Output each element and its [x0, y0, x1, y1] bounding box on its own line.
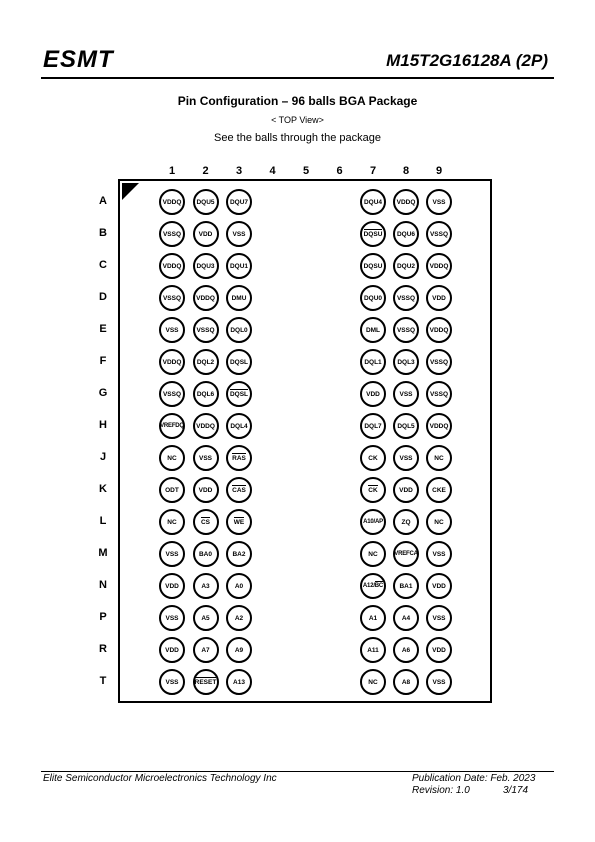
ball-label: A6: [401, 646, 411, 654]
ball-M7: [360, 541, 386, 567]
ball-G7: [360, 381, 386, 407]
column-header-5: 5: [302, 165, 310, 177]
column-header-3: 3: [235, 165, 243, 177]
ball-R7: [360, 637, 386, 663]
ball-F1: [159, 349, 185, 375]
ball-P2: [193, 605, 219, 631]
ball-label: VDD: [165, 646, 179, 654]
ball-C2: [193, 253, 219, 279]
ball-label: DQL2: [196, 358, 215, 366]
ball-label: DML: [365, 326, 381, 334]
ball-G3: [226, 381, 252, 407]
ball-G1: [159, 381, 185, 407]
ball-label: VDDQ: [196, 422, 215, 430]
ball-N1: [159, 573, 185, 599]
ball-label: VDDQ: [429, 326, 449, 334]
footer-page-number: 3/174: [503, 785, 529, 796]
ball-label: A12/: [362, 583, 375, 589]
row-header-E: E: [99, 323, 107, 335]
row-header-D: D: [99, 291, 107, 303]
ball-T9: [426, 669, 452, 695]
ball-E3: [226, 317, 252, 343]
row-header-C: C: [99, 259, 107, 271]
column-header-1: 1: [168, 165, 176, 177]
footer-company: Elite Semiconductor Microelectronics Technology Inc: [43, 773, 277, 784]
ball-T7: [360, 669, 386, 695]
ball-label: DQU7: [229, 198, 249, 206]
ball-C9: [426, 253, 452, 279]
ball-label: NC: [434, 454, 444, 462]
ball-label: VDD: [432, 646, 446, 654]
ball-L2: [193, 509, 219, 535]
view-note: See the balls through the package: [214, 132, 381, 144]
ball-J2: [193, 445, 219, 471]
ball-label: A3: [201, 582, 210, 590]
ball-R2: [193, 637, 219, 663]
ball-T3: [226, 669, 252, 695]
ball-label: CS: [200, 518, 211, 526]
ball-E1: [159, 317, 185, 343]
row-header-J: J: [99, 451, 107, 463]
ball-D9: [426, 285, 452, 311]
ball-A8: [393, 189, 419, 215]
row-header-P: P: [99, 611, 107, 623]
ball-label: VSS: [399, 390, 413, 398]
ball-M8: [393, 541, 419, 567]
ball-label: VSS: [165, 326, 179, 334]
ball-label: NC: [167, 454, 177, 462]
ball-H8: [393, 413, 419, 439]
ball-C8: [393, 253, 419, 279]
ball-label: A5: [201, 614, 210, 622]
ball-H7: [360, 413, 386, 439]
ball-T8: [393, 669, 419, 695]
ball-label: VSS: [432, 678, 446, 686]
ball-N8: [393, 573, 419, 599]
ball-label-overbar-part: BC: [374, 583, 384, 589]
ball-label: BA1: [399, 582, 413, 590]
ball-label: A10/AP: [363, 519, 383, 525]
ball-label: DQU6: [396, 230, 416, 238]
ball-N7: [360, 573, 386, 599]
ball-label: DQU2: [396, 262, 416, 270]
ball-label: VDDQ: [162, 358, 182, 366]
ball-K3: [226, 477, 252, 503]
ball-F3: [226, 349, 252, 375]
ball-B1: [159, 221, 185, 247]
ball-label: VDD: [366, 390, 380, 398]
ball-label: RAS: [232, 454, 246, 462]
ball-label: DQL5: [397, 422, 415, 430]
ball-R9: [426, 637, 452, 663]
ball-H2: [193, 413, 219, 439]
ball-label: NC: [167, 518, 177, 526]
ball-K8: [393, 477, 419, 503]
ball-label: DQSL: [229, 358, 249, 366]
ball-N9: [426, 573, 452, 599]
ball-label: VDD: [198, 230, 213, 238]
row-header-R: R: [99, 643, 107, 655]
ball-P8: [393, 605, 419, 631]
ball-D8: [393, 285, 419, 311]
ball-label: NC: [434, 518, 444, 526]
ball-label: A0: [234, 582, 244, 590]
ball-label: VDDQ: [196, 294, 215, 302]
ball-C1: [159, 253, 185, 279]
ball-label: VDDQ: [162, 262, 182, 270]
ball-N3: [226, 573, 252, 599]
ball-label: VSSQ: [429, 358, 449, 366]
ball-J3: [226, 445, 252, 471]
ball-label: VSS: [432, 198, 446, 206]
row-header-A: A: [99, 195, 107, 207]
row-header-N: N: [99, 579, 107, 591]
company-logo: ESMT: [43, 46, 114, 73]
ball-E9: [426, 317, 452, 343]
ball-D2: [193, 285, 219, 311]
ball-label: BA2: [232, 550, 246, 558]
ball-R3: [226, 637, 252, 663]
column-header-2: 2: [202, 165, 209, 177]
ball-P3: [226, 605, 252, 631]
ball-B7: [360, 221, 386, 247]
ball-M2: [193, 541, 219, 567]
part-number: M15T2G16128A (2P): [386, 51, 548, 70]
ball-B3: [226, 221, 252, 247]
row-header-G: G: [98, 387, 108, 399]
ball-L3: [226, 509, 252, 535]
ball-M3: [226, 541, 252, 567]
column-header-9: 9: [435, 165, 443, 177]
ball-J1: [159, 445, 185, 471]
ball-K2: [193, 477, 219, 503]
ball-label: DQU1: [229, 262, 249, 270]
ball-label: VDDQ: [162, 198, 182, 206]
ball-L7: [360, 509, 386, 535]
ball-E2: [193, 317, 219, 343]
ball-label: DQU4: [363, 198, 383, 206]
ball-label: A13: [233, 678, 245, 686]
ball-label: VSS: [399, 454, 413, 462]
ball-D1: [159, 285, 185, 311]
column-header-7: 7: [369, 165, 377, 177]
ball-D3: [226, 285, 252, 311]
ball-label: VSS: [198, 454, 212, 462]
footer-revision: Revision: 1.0: [412, 785, 470, 796]
ball-H1: [159, 413, 185, 439]
ball-B2: [193, 221, 219, 247]
footer-divider: [41, 771, 554, 772]
ball-label: CK: [368, 486, 378, 494]
ball-label: VSS: [432, 550, 446, 558]
ball-label: VSSQ: [429, 390, 449, 398]
ball-label: VDD: [198, 486, 213, 494]
ball-D7: [360, 285, 386, 311]
ball-label: A4: [401, 614, 411, 622]
ball-label: A7: [201, 646, 210, 654]
ball-C3: [226, 253, 252, 279]
ball-label: CKE: [432, 486, 446, 494]
ball-B8: [393, 221, 419, 247]
ball-F2: [193, 349, 219, 375]
ball-M9: [426, 541, 452, 567]
ball-label: DQL7: [364, 422, 382, 430]
column-header-6: 6: [336, 165, 343, 177]
ball-H9: [426, 413, 452, 439]
footer-publication-date: Publication Date: Feb. 2023: [412, 773, 536, 784]
ball-label: VSSQ: [162, 294, 182, 302]
ball-label: DMU: [231, 294, 247, 302]
ball-label: VDD: [432, 294, 446, 302]
ball-label: VSS: [432, 614, 446, 622]
ball-label: VDD: [165, 582, 179, 590]
ball-G8: [393, 381, 419, 407]
ball-K9: [426, 477, 452, 503]
ball-label: ZQ: [401, 518, 411, 526]
ball-label: DQSU: [363, 262, 383, 270]
ball-label: VSS: [165, 550, 179, 558]
ball-K1: [159, 477, 185, 503]
ball-label: DQU0: [363, 294, 383, 302]
ball-N2: [193, 573, 219, 599]
ball-F9: [426, 349, 452, 375]
ball-label: VSSQ: [396, 326, 416, 334]
ball-T1: [159, 669, 185, 695]
ball-G9: [426, 381, 452, 407]
ball-E8: [393, 317, 419, 343]
ball-label: NC: [368, 678, 378, 686]
ball-A7: [360, 189, 386, 215]
ball-L9: [426, 509, 452, 535]
ball-label: VREFDQ: [160, 423, 184, 429]
ball-label: VDD: [399, 486, 413, 494]
ball-label: VSS: [165, 614, 179, 622]
ball-A2: [193, 189, 219, 215]
ball-label: VSSQ: [429, 230, 449, 238]
ball-B9: [426, 221, 452, 247]
ball-A1: [159, 189, 185, 215]
ball-P1: [159, 605, 185, 631]
ball-label: DQL1: [364, 358, 382, 366]
ball-label: VDDQ: [429, 262, 449, 270]
ball-label: VREFCA: [394, 551, 418, 557]
header-divider: [41, 77, 554, 79]
ball-label: VSS: [232, 230, 246, 238]
view-label: < TOP View>: [271, 115, 324, 125]
ball-T2: [193, 669, 219, 695]
ball-R1: [159, 637, 185, 663]
row-header-L: L: [99, 515, 107, 527]
page-title: Pin Configuration – 96 balls BGA Package: [177, 94, 418, 108]
ball-label: A1: [368, 614, 378, 622]
ball-label: VSSQ: [396, 294, 416, 302]
ball-P7: [360, 605, 386, 631]
ball-A3: [226, 189, 252, 215]
ball-label: VDDQ: [396, 198, 416, 206]
ball-label: A11: [367, 646, 379, 654]
ball-label: A8: [401, 678, 411, 686]
ball-label: A9: [234, 646, 244, 654]
ball-label: DQSL: [229, 390, 249, 398]
column-header-4: 4: [269, 165, 276, 177]
ball-C7: [360, 253, 386, 279]
row-header-F: F: [99, 355, 107, 367]
row-header-K: K: [99, 483, 107, 495]
ball-A9: [426, 189, 452, 215]
ball-L8: [393, 509, 419, 535]
ball-G2: [193, 381, 219, 407]
ball-label: DQL3: [397, 358, 415, 366]
ball-label: DQL6: [196, 390, 215, 398]
ball-label: VSSQ: [162, 390, 182, 398]
ball-J7: [360, 445, 386, 471]
ball-H3: [226, 413, 252, 439]
ball-E7: [360, 317, 386, 343]
ball-label: DQL4: [230, 422, 248, 430]
ball-label: A2: [234, 614, 244, 622]
row-header-B: B: [99, 227, 107, 239]
ball-label: NC: [368, 550, 378, 558]
ball-M1: [159, 541, 185, 567]
ball-label: VSSQ: [162, 230, 182, 238]
row-header-H: H: [99, 419, 107, 431]
ball-label: DQU5: [196, 198, 215, 206]
ball-label: RESET: [194, 678, 217, 686]
ball-label: CK: [368, 454, 378, 462]
ball-J9: [426, 445, 452, 471]
ball-F8: [393, 349, 419, 375]
ball-K7: [360, 477, 386, 503]
ball-R8: [393, 637, 419, 663]
ball-label: VDD: [432, 582, 446, 590]
ball-label: DQU3: [196, 262, 215, 270]
ball-P9: [426, 605, 452, 631]
pin1-corner-marker: [122, 183, 139, 200]
ball-label: VSS: [165, 678, 179, 686]
ball-label: VSSQ: [196, 326, 215, 334]
ball-F7: [360, 349, 386, 375]
row-header-M: M: [98, 547, 108, 559]
ball-J8: [393, 445, 419, 471]
ball-label: DQL0: [230, 326, 248, 334]
column-header-8: 8: [402, 165, 410, 177]
row-header-T: T: [99, 675, 107, 687]
ball-label: DQSU: [363, 230, 383, 238]
ball-label: ODT: [165, 486, 179, 494]
ball-label: WE: [233, 518, 245, 526]
ball-label: CAS: [232, 486, 246, 494]
ball-L1: [159, 509, 185, 535]
ball-label: VDDQ: [429, 422, 449, 430]
ball-label: BA0: [198, 550, 212, 558]
